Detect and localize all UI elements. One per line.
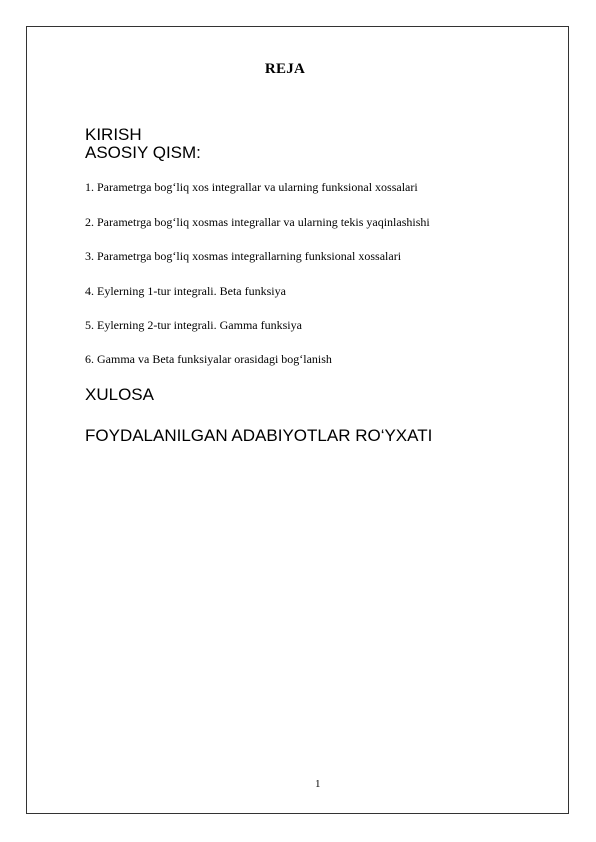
list-item-2: 2. Parametrga bog‘liq xosmas integrallar va ularning tekis yaqinlashishi xyxy=(85,215,430,229)
section-conclusion: XULOSA xyxy=(85,385,154,404)
section-intro: KIRISH xyxy=(85,125,142,144)
document-title: REJA xyxy=(264,61,306,77)
section-references: FOYDALANILGAN ADABIYOTLAR RO‘YXATI xyxy=(85,426,433,445)
page-number: 1 xyxy=(315,778,321,790)
section-main: ASOSIY QISM: xyxy=(85,143,201,162)
list-item-6: 6. Gamma va Beta funksiyalar orasidagi bog‘lanish xyxy=(85,352,332,366)
list-item-1: 1. Parametrga bog‘liq xos integrallar va ularning funksional xossalari xyxy=(85,180,418,194)
list-item-4: 4. Eylerning 1-tur integrali. Beta funksiya xyxy=(85,284,286,298)
list-item-5: 5. Eylerning 2-tur integrali. Gamma funksiya xyxy=(85,318,302,332)
list-item-3: 3. Parametrga bog‘liq xosmas integrallarning funksional xossalari xyxy=(85,249,402,263)
